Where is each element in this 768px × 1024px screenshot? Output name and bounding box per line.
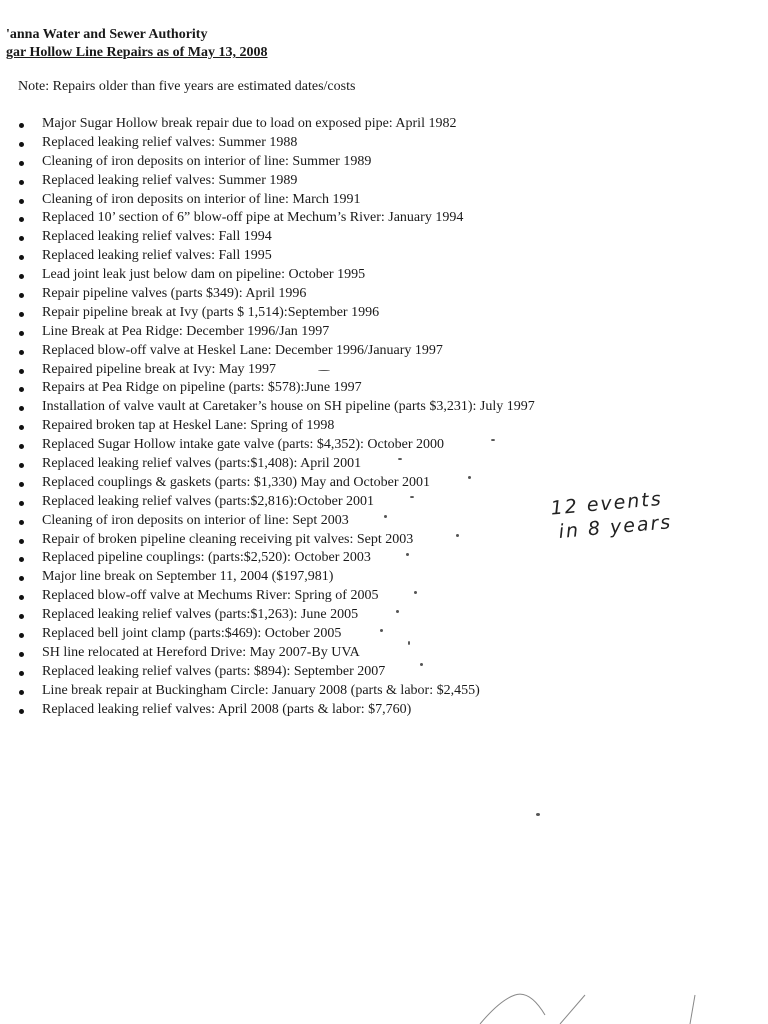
repair-list-item: Replaced leaking relief valves (parts: $894): September 2007 — [18, 663, 535, 682]
repair-list-item: Replaced couplings & gaskets (parts: $1,330) May and October 2001 — [18, 474, 535, 493]
repair-list-item: Line Break at Pea Ridge: December 1996/Jan 1997 — [18, 323, 535, 342]
document-title: gar Hollow Line Repairs as of May 13, 2008 — [6, 45, 268, 60]
repair-list-item: Replaced Sugar Hollow intake gate valve (parts: $4,352): October 2000 — [18, 436, 535, 455]
repair-list-item: Replaced leaking relief valves (parts:$1,263): June 2005 — [18, 606, 535, 625]
estimate-note: Note: Repairs older than five years are estimated dates/costs — [18, 79, 356, 94]
repair-list-item: Installation of valve vault at Caretaker’s house on SH pipeline (parts $3,231): July 1997 — [18, 398, 535, 417]
repair-list-item: Major line break on September 11, 2004 ($197,981) — [18, 568, 535, 587]
handwritten-line-2: in 8 years — [557, 511, 674, 543]
repair-list-item: Replaced leaking relief valves: Summer 1989 — [18, 172, 535, 191]
repair-list-item: Cleaning of iron deposits on interior of line: March 1991 — [18, 191, 535, 210]
repair-list-item: Repair of broken pipeline cleaning receiving pit valves: Sept 2003 — [18, 531, 535, 550]
repair-list-item: Replaced leaking relief valves (parts:$2,816):October 2001 — [18, 493, 535, 512]
repair-list-item: Replaced leaking relief valves: Fall 1995 — [18, 247, 535, 266]
repair-list-item: Replaced blow-off valve at Heskel Lane: December 1996/January 1997 — [18, 342, 535, 361]
handwritten-line-1: 12 events — [549, 487, 664, 520]
repair-list-item: SH line relocated at Hereford Drive: May 2007-By UVA — [18, 644, 535, 663]
repair-list-item: Replaced leaking relief valves: April 2008 (parts & labor: $7,760) — [18, 701, 535, 720]
repair-list-item: Line break repair at Buckingham Circle: January 2008 (parts & labor: $2,455) — [18, 682, 535, 701]
repair-list-item: Repaired pipeline break at Ivy: May 1997 — [18, 361, 535, 380]
repair-list-item: Repaired broken tap at Heskel Lane: Spring of 1998 — [18, 417, 535, 436]
repair-list-item: Replaced bell joint clamp (parts:$469): October 2005 — [18, 625, 535, 644]
repair-list-item: Repair pipeline valves (parts $349): April 1996 — [18, 285, 535, 304]
repair-list-item: Repairs at Pea Ridge on pipeline (parts: $578):June 1997 — [18, 379, 535, 398]
repair-list-item: Major Sugar Hollow break repair due to load on exposed pipe: April 1982 — [18, 115, 535, 134]
repair-list-item: Replaced leaking relief valves: Fall 1994 — [18, 228, 535, 247]
repair-list-item: Replaced leaking relief valves (parts:$1,408): April 2001 — [18, 455, 535, 474]
repair-list-item: Cleaning of iron deposits on interior of line: Sept 2003 — [18, 512, 535, 531]
repair-list-item: Replaced pipeline couplings: (parts:$2,520): October 2003 — [18, 549, 535, 568]
organization-name: 'anna Water and Sewer Authority — [6, 27, 208, 42]
repair-list-item: Replaced 10’ section of 6” blow-off pipe at Mechum’s River: January 1994 — [18, 209, 535, 228]
repair-list-item: Replaced leaking relief valves: Summer 1988 — [18, 134, 535, 153]
repair-list-item: Replaced blow-off valve at Mechums River: Spring of 2005 — [18, 587, 535, 606]
repair-list-item: Repair pipeline break at Ivy (parts $ 1,514):September 1996 — [18, 304, 535, 323]
repair-list-item: Cleaning of iron deposits on interior of line: Summer 1989 — [18, 153, 535, 172]
repair-list-item: Lead joint leak just below dam on pipeline: October 1995 — [18, 266, 535, 285]
